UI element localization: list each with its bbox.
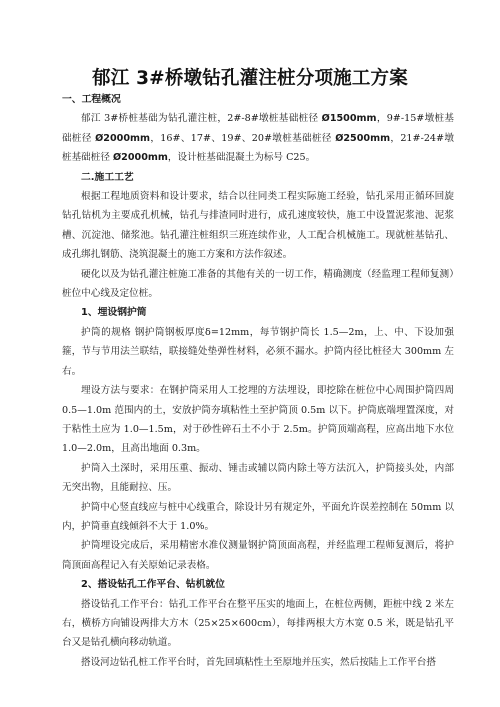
overview-diameter-3: Ø2500mm [335,132,391,144]
section-heading-overview: 一、工程概况 [62,94,121,105]
overview-diameter-2: Ø2000mm [95,132,150,144]
section-heading-process: 二.施工工艺 [81,171,134,183]
casing-paragraph-5: 护筒埋设完成后，采用精密水准仪测量钢护筒顶面高程，并经监理工程师复测后，将护筒顶面高程记入有关原始记录表格。 [62,540,454,571]
document-title: 郁江 3#桥墩钻孔灌注桩分项施工方案 [92,68,408,89]
casing-paragraph-2: 埋设方法与要求：在钢护筒采用人工挖埋的方法埋设，即挖除在桩位中心周围护筒四周 0.5—1.0m 范围内的土，安放护筒夯填粘性土至护筒顶 0.5m 以下。护筒底端埋置深度，对于粘性土应为 1.0—1.5m，对于砂性碎石土不小于 2.5m。护筒顶端高程，应高出地下水位 1.0—2.0m，且高出地面 0.3m。 [62,385,454,455]
overview-text-5: ，设计桩基础混凝土为标号 C25。 [167,152,316,164]
process-paragraph-2: 硬化以及为钻孔灌注桩施工准备的其他有关的一切工作，精确测度（经监理工程师复测）桩位中心线及定位桩。 [62,268,454,300]
overview-text-1: 郁江 3#桥桩基础为钻孔灌注桩，2#-8#墩桩基础桩径 [81,113,322,125]
subsection-heading-platform: 2、搭设钻孔工作平台、钻机就位 [81,579,225,591]
process-paragraph-1: 根据工程地质资料和设计要求，结合以往同类工程实际施工经验，钻孔采用正循环回旋钻孔钻机为主要成孔机械，钻孔与排渣同时进行，成孔速度较快，施工中设置泥浆池、泥浆槽、沉淀池、储浆池。钻孔灌注桩组织三班连续作业，人工配合机械施工。现就桩基钻孔、成孔绑扎钢筋、浇筑混凝土的施工方案和方法作叙述。 [62,191,454,261]
overview-paragraph [62,109,454,167]
subsection-heading-casing: 1、埋设钢护筒 [81,307,147,319]
platform-paragraph-2: 搭设河边钻孔桩工作平台时，首先回填粘性土至原地并压实，然后按陆上工作平台搭 [81,656,436,668]
platform-paragraph-1: 搭设钻孔工作平台：钻孔工作平台在整平压实的地面上，在桩位两侧，距桩中线 2 米左右，横桥方向铺设两排大方木（25×25×600cm），每排两根大方木宽 0.5 米，既是钻孔平台又是钻孔横向移动轨道。 [62,598,454,649]
overview-text-4: ，21#-24#墩桩基础桩径 [62,132,454,164]
overview-text-2: ，9#-15#墩桩基础桩径 [62,113,454,144]
overview-diameter-4: Ø2000mm [113,152,168,164]
overview-diameter-1: Ø1500mm [321,113,377,125]
casing-paragraph-3: 护筒入土深时，采用压重、振动、锤击或辅以筒内除土等方法沉入，护筒接头处，内部无突出物，且能耐拉、压。 [62,462,454,494]
casing-paragraph-1: 护筒的规格 钢护筒钢板厚度δ=12mm，每节钢护筒长 1.5—2m，上、中、下设加强箍，节与节用法兰联结，联接缝处垫弹性材料，必须不漏水。护筒内径比桩径大 300mm 左右。 [62,326,454,377]
document-body [62,90,454,672]
casing-paragraph-4: 护筒中心竖直线应与桩中心线重合，除设计另有规定外，平面允许误差控制在 50mm 以内，护筒垂直线倾斜不大于 1.0%。 [62,501,454,532]
overview-text-3: ，16#、17#、19#、20#墩桩基础桩径 [150,132,336,144]
